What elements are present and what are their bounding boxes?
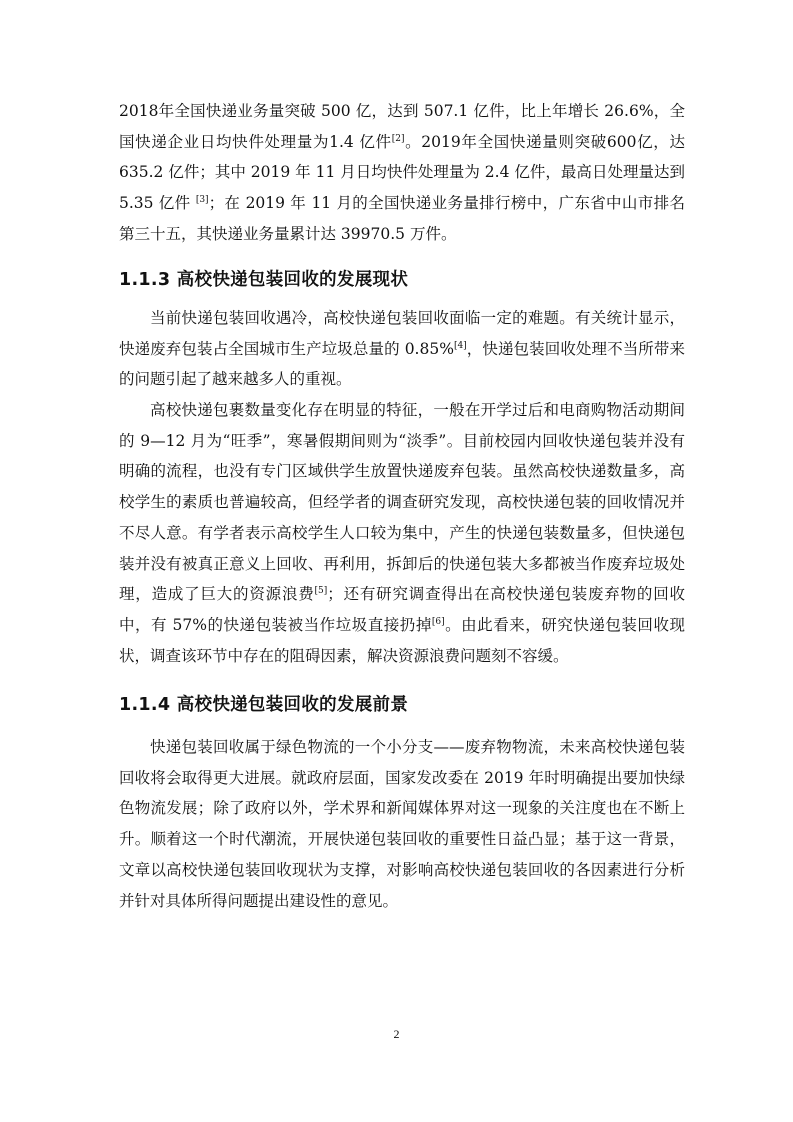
citation-4: [4] (453, 340, 467, 351)
intro-text-a: 2018年全国快递业务量突破 500 亿，达到 507.1 亿件，比上年增长 26.6%，全国快递企业日均快件处理量为1.4 亿件 (119, 102, 685, 151)
intro-text-b: 。2019年全国快递量则突破600亿，达 635.2 亿件；其中 2019 年 11 月日均快件处理量为 2.4 亿件，最高日处理量达到 5.35 亿件 (119, 132, 685, 213)
citation-2: [2] (391, 133, 405, 144)
s113-p1-text-b: ，快递包装回收处理不当所带来的问题引起了越来越多人的重视。 (119, 339, 685, 389)
intro-paragraph (119, 96, 685, 250)
citation-6: [6] (431, 616, 445, 627)
citation-3: [3] (195, 194, 209, 205)
citation-5: [5] (314, 586, 328, 597)
section-1-1-3-paragraph-2 (119, 395, 685, 671)
section-1-1-3-paragraph-1 (119, 303, 685, 395)
section-1-1-4-paragraph-1: 快递包装回收属于绿色物流的一个小分支——废弃物物流，未来高校快递包装回收将会取得更大进展。就政府层面，国家发改委在 2019 年时明确提出要加快绿色物流发展；除了政府以外，学术界和新闻媒体界对这一现象的关注度也在不断上升。顺着这一个时代潮流，开展快递包装回收的重要性日益凸显；基于这一背景，文章以高校快递包装回收现状为支撑，对影响高校快递包装回收的各因素进行分析并针对具体所得问题提出建设性的意见。 (119, 738, 685, 910)
s113-p1-text-a: 当前快递包装回收遇冷，高校快递包装回收面临一定的难题。有关统计显示，快递废弃包装占全国城市生产垃圾总量的 0.85% (119, 309, 685, 358)
section-heading-1-1-3: 1.1.3 高校快递包装回收的发展现状 (119, 270, 409, 290)
s113-p2-text-b: ；还有研究调查得出在高校快递包装废弃物的回收中，有 57%的快递包装被当作垃圾直接扔掉 (119, 585, 685, 634)
intro-text-c: ；在 2019 年 11 月的全国快递业务量排行榜中，广东省中山市排名第三十五，其快递业务量累计达 39970.5 万件。 (119, 194, 685, 243)
page-number: 2 (393, 1027, 400, 1041)
s113-p2-text-c: 。由此看来，研究快递包装回收现状，调查该环节中存在的阻碍因素，解决资源浪费问题刻不容缓。 (119, 615, 685, 665)
s113-p2-text-a: 高校快递包裹数量变化存在明显的特征，一般在开学过后和电商购物活动期间的 9—12 月为“旺季”，寒暑假期间则为“淡季”。目前校园内回收快递包装并没有明确的流程，也没有专门区域供学生放置快递废弃包装。虽然高校快递数量多，高校学生的素质也普遍较高，但经学者的调查研究发现，高校快递包装的回收情况并不尽人意。有学者表示高校学生人口较为集中，产生的快递包装数量多，但快递包装并没有被真正意义上回收、再利用，拆卸后的快递包装大多都被当作废弃垃圾处理，造成了巨大的资源浪费 (119, 401, 685, 604)
section-heading-1-1-4: 1.1.4 高校快递包装回收的发展前景 (119, 695, 409, 715)
